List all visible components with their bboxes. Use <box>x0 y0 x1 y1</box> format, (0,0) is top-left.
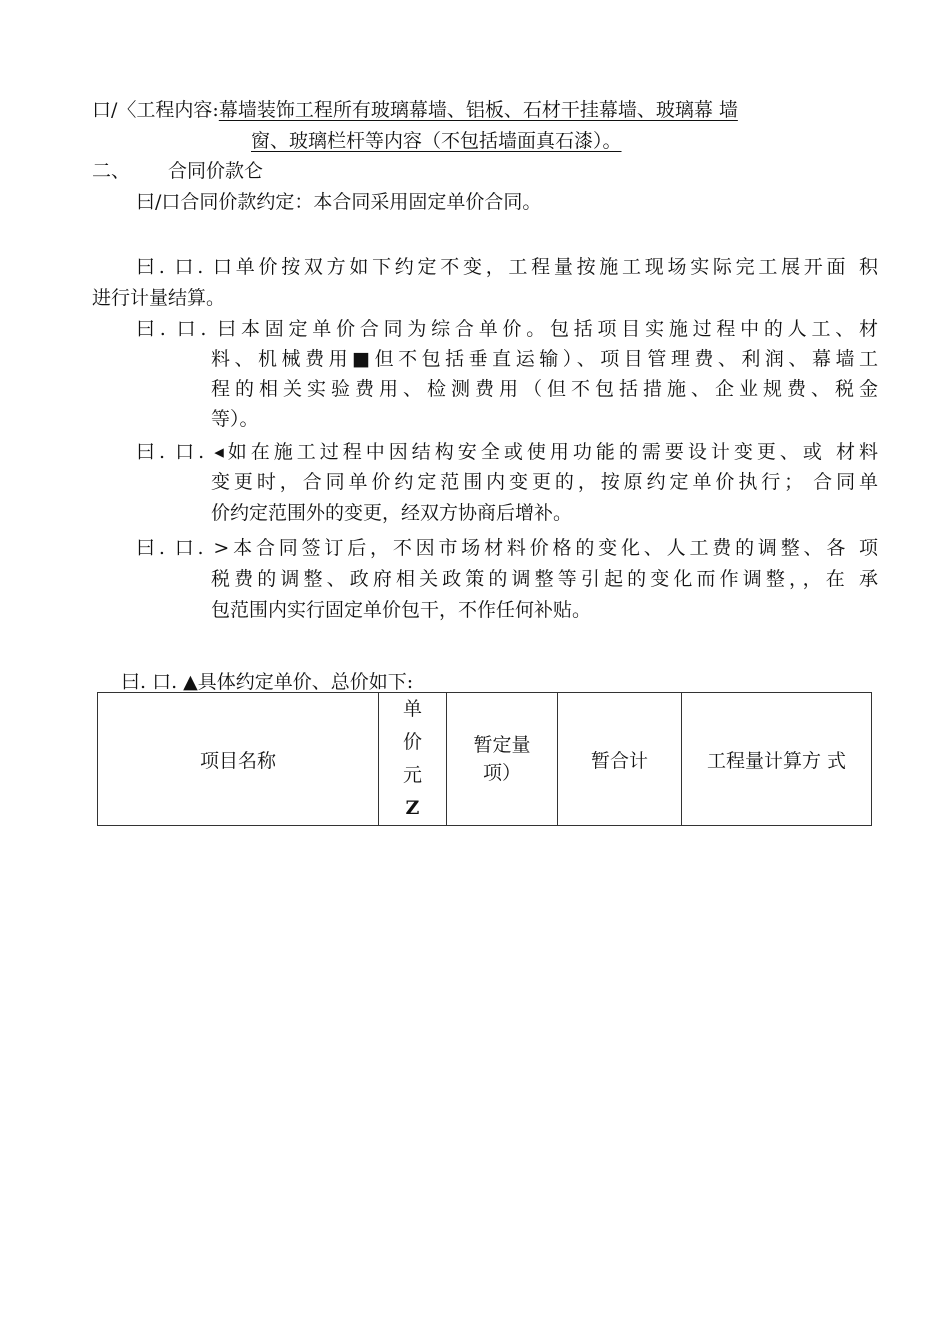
price-agreement: 曰/口合同价款约定：本合同采用固定单价合同。 <box>136 191 542 213</box>
scope-text-2: 窗、玻璃栏杆等内容（不包括墙面真石漆）。 <box>251 130 622 152</box>
table-intro: 曰. 口. ▲具体约定单价、总价如下: <box>121 671 414 693</box>
header-total: 暂合计 <box>558 693 682 826</box>
header-unit-price-char-3: 元 <box>402 764 422 786</box>
header-quantity <box>447 693 558 826</box>
header-item-name: 项目名称 <box>98 693 379 826</box>
clause-comprehensive-1: 曰. 口. 曰本固定单价合同为综合单价。包括项目实施过程中的人工、材 <box>136 318 878 340</box>
clause-change-1: 曰. 口. ◂如在施工过程中因结构安全或使用功能的需要设计变更、或 材料 <box>136 441 878 463</box>
header-unit-price-char-1: 单 <box>402 698 422 720</box>
header-quantity-line-2: 项） <box>482 762 521 784</box>
price-table <box>97 692 872 826</box>
header-unit-price-char-4: Z <box>405 797 420 819</box>
header-unit-price <box>379 693 447 826</box>
clause-change-2: 变更时，合同单价约定范围内变更的，按原约定单价执行； 合同单 <box>211 471 878 493</box>
clause-comprehensive-2: 料、机械费用■但不包括垂直运输）、项目管理费、利润、幕墙工 <box>211 348 878 370</box>
header-unit-price-char-2: 价 <box>402 731 422 753</box>
clause-fixed-1: 曰. 口. >本合同签订后，不因市场材料价格的变化、人工费的调整、各 项 <box>136 537 878 559</box>
clause-comprehensive-4: 等）。 <box>211 408 259 430</box>
table-header-row <box>98 693 872 826</box>
clause-unit-price-1: 曰. 口. 口单价按双方如下约定不变，工程量按施工现场实际完工展开面 积 <box>136 256 878 278</box>
clause-comprehensive-3: 程的相关实验费用、检测费用（但不包括措施、企业规费、税金 <box>211 378 878 400</box>
scope-text-1: 幕墙装饰工程所有玻璃幕墙、铝板、石材干挂幕墙、玻璃幕 墙 <box>218 99 738 121</box>
section-2-number: 二、 <box>92 160 131 182</box>
header-calc-method: 工程量计算方 式 <box>682 693 872 826</box>
scope-line-1 <box>92 96 880 124</box>
clause-fixed-2: 税费的调整、政府相关政策的调整等引起的变化而作调整，，在 承 <box>211 568 878 590</box>
clause-fixed-3: 包范围内实行固定单价包干，不作任何补贴。 <box>211 599 592 621</box>
section-2-title: 合同价款仑 <box>168 160 264 182</box>
scope-prefix: 口/〈工程内容: <box>92 99 219 121</box>
clause-unit-price-2: 进行计量结算。 <box>92 287 226 309</box>
header-quantity-line-1: 暂定量 <box>473 734 531 756</box>
clause-change-3: 价约定范围外的变更，经双方协商后增补。 <box>211 502 573 524</box>
